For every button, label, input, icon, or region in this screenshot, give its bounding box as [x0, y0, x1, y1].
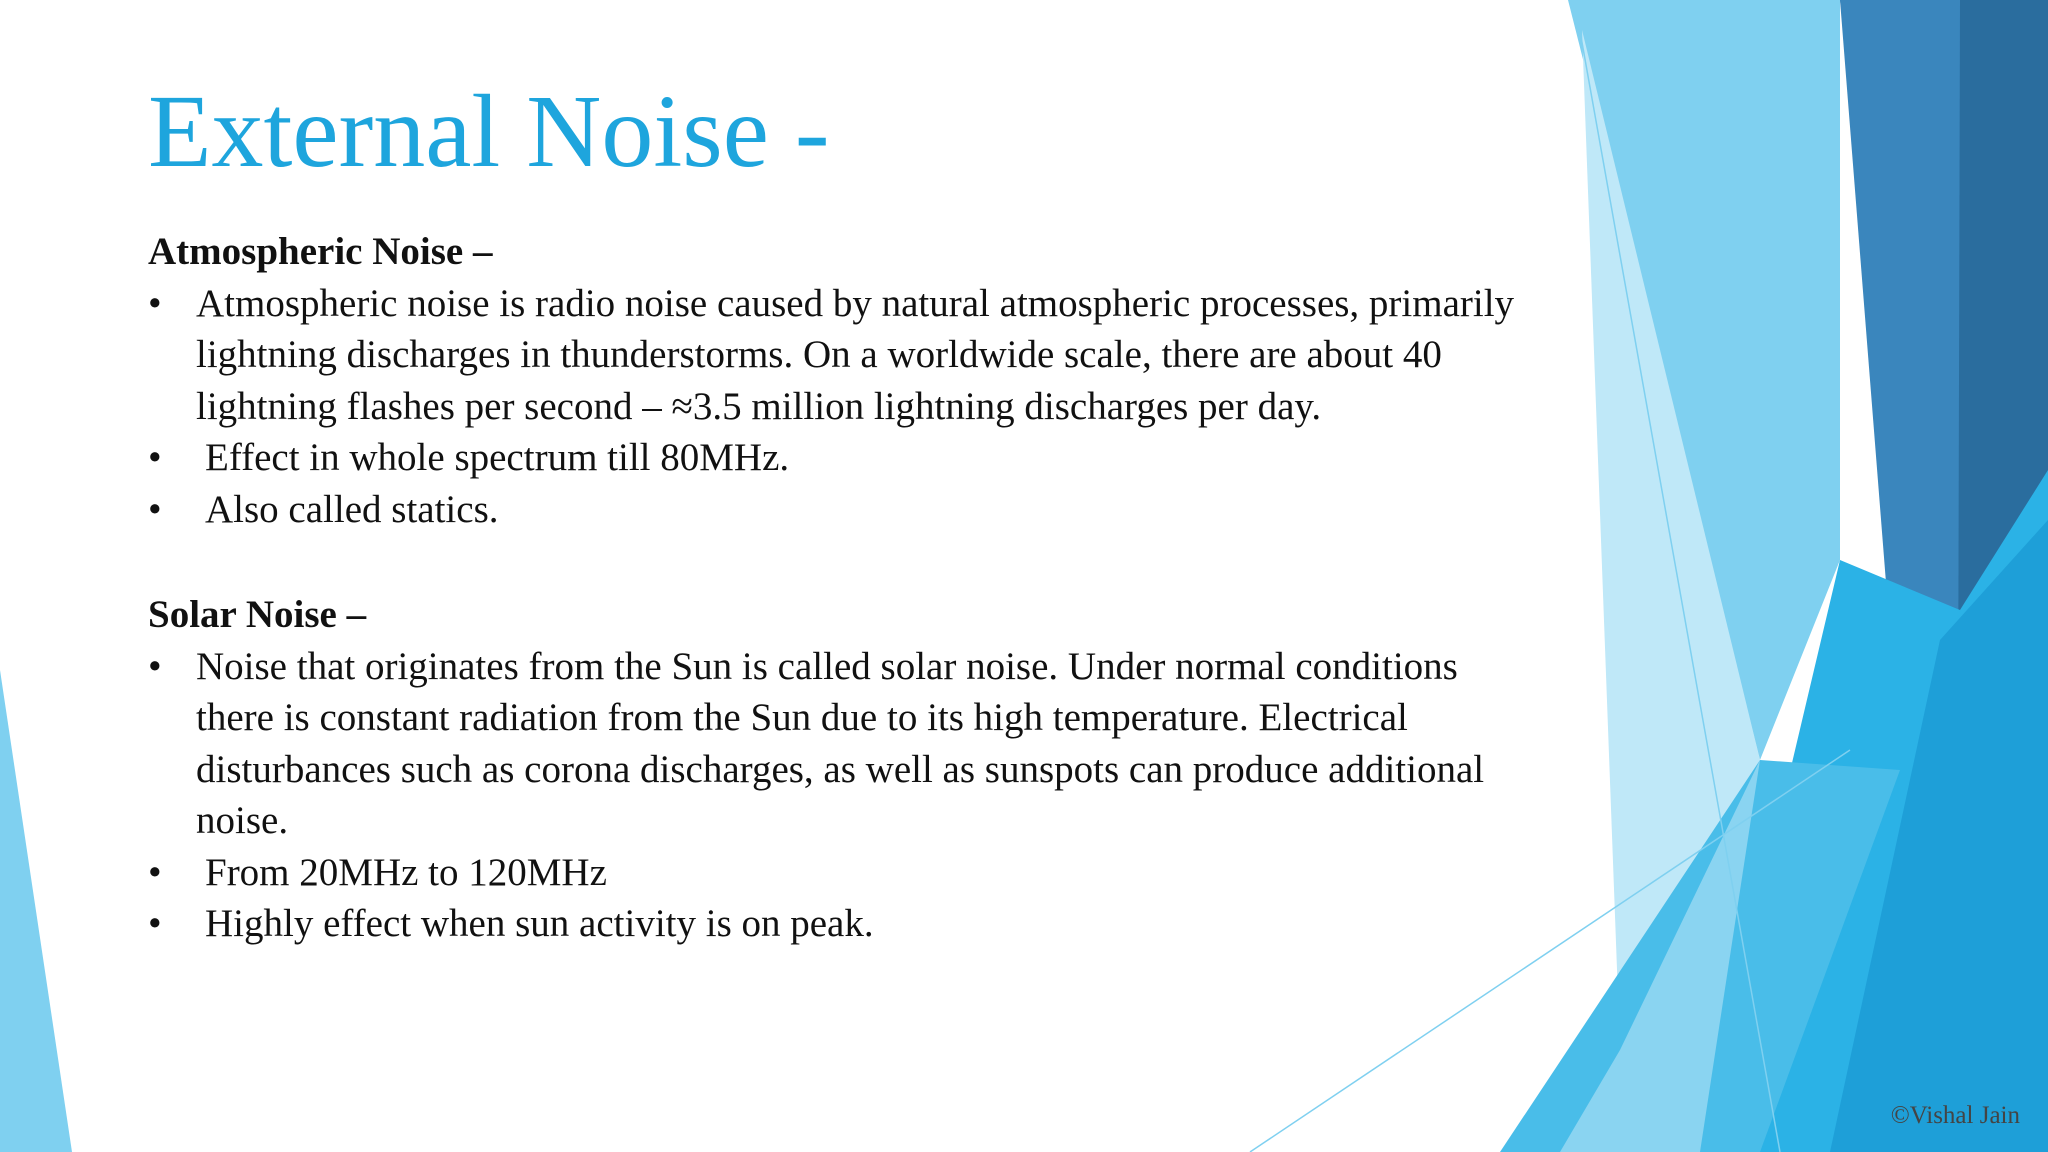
list-item	[148, 898, 1528, 950]
list-item	[148, 484, 1528, 536]
bullet-text: Also called statics.	[205, 487, 499, 531]
list-item	[148, 641, 1528, 847]
section-heading-atmospheric-noise: Atmospheric Noise –	[148, 230, 493, 273]
slide-body	[148, 226, 1528, 950]
bullet-glyph: •	[148, 281, 162, 325]
bullet-glyph: •	[148, 487, 162, 531]
bullet-glyph: •	[148, 902, 162, 945]
slide-title: External Noise -	[148, 74, 830, 189]
left-edge-triangle	[0, 670, 72, 1152]
bullet-list-solar-noise	[148, 641, 1528, 950]
bullet-glyph: •	[148, 644, 162, 688]
bullet-text: Effect in whole spectrum till 80MHz.	[205, 436, 790, 479]
bullet-glyph: •	[148, 850, 162, 894]
section-spacer	[148, 535, 1528, 589]
bullet-list-atmospheric-noise	[148, 278, 1528, 536]
bullet-text: Noise that originates from the Sun is called solar noise. Under normal conditions there is constant radiation from the Sun due to its high temperature. Electrical disturbances such as corona discharges, as well as sunspots can produce additional noise.	[196, 644, 1485, 842]
section-heading-solar-noise: Solar Noise –	[148, 593, 367, 636]
bullet-text: Atmospheric noise is radio noise caused by natural atmospheric processes, primarily lightning discharges in thunderstorms. On a worldwide scale, there are about 40 lightning flashes per second – ≈3.5 million lightning discharges per day.	[196, 281, 1515, 428]
list-item	[148, 432, 1528, 484]
list-item	[148, 847, 1528, 899]
bullet-glyph: •	[148, 436, 162, 479]
bullet-text: From 20MHz to 120MHz	[205, 850, 607, 894]
bullet-text: Highly effect when sun activity is on peak.	[205, 902, 874, 945]
author-credit: ©Vishal Jain	[1890, 1102, 2020, 1129]
list-item	[148, 278, 1528, 433]
